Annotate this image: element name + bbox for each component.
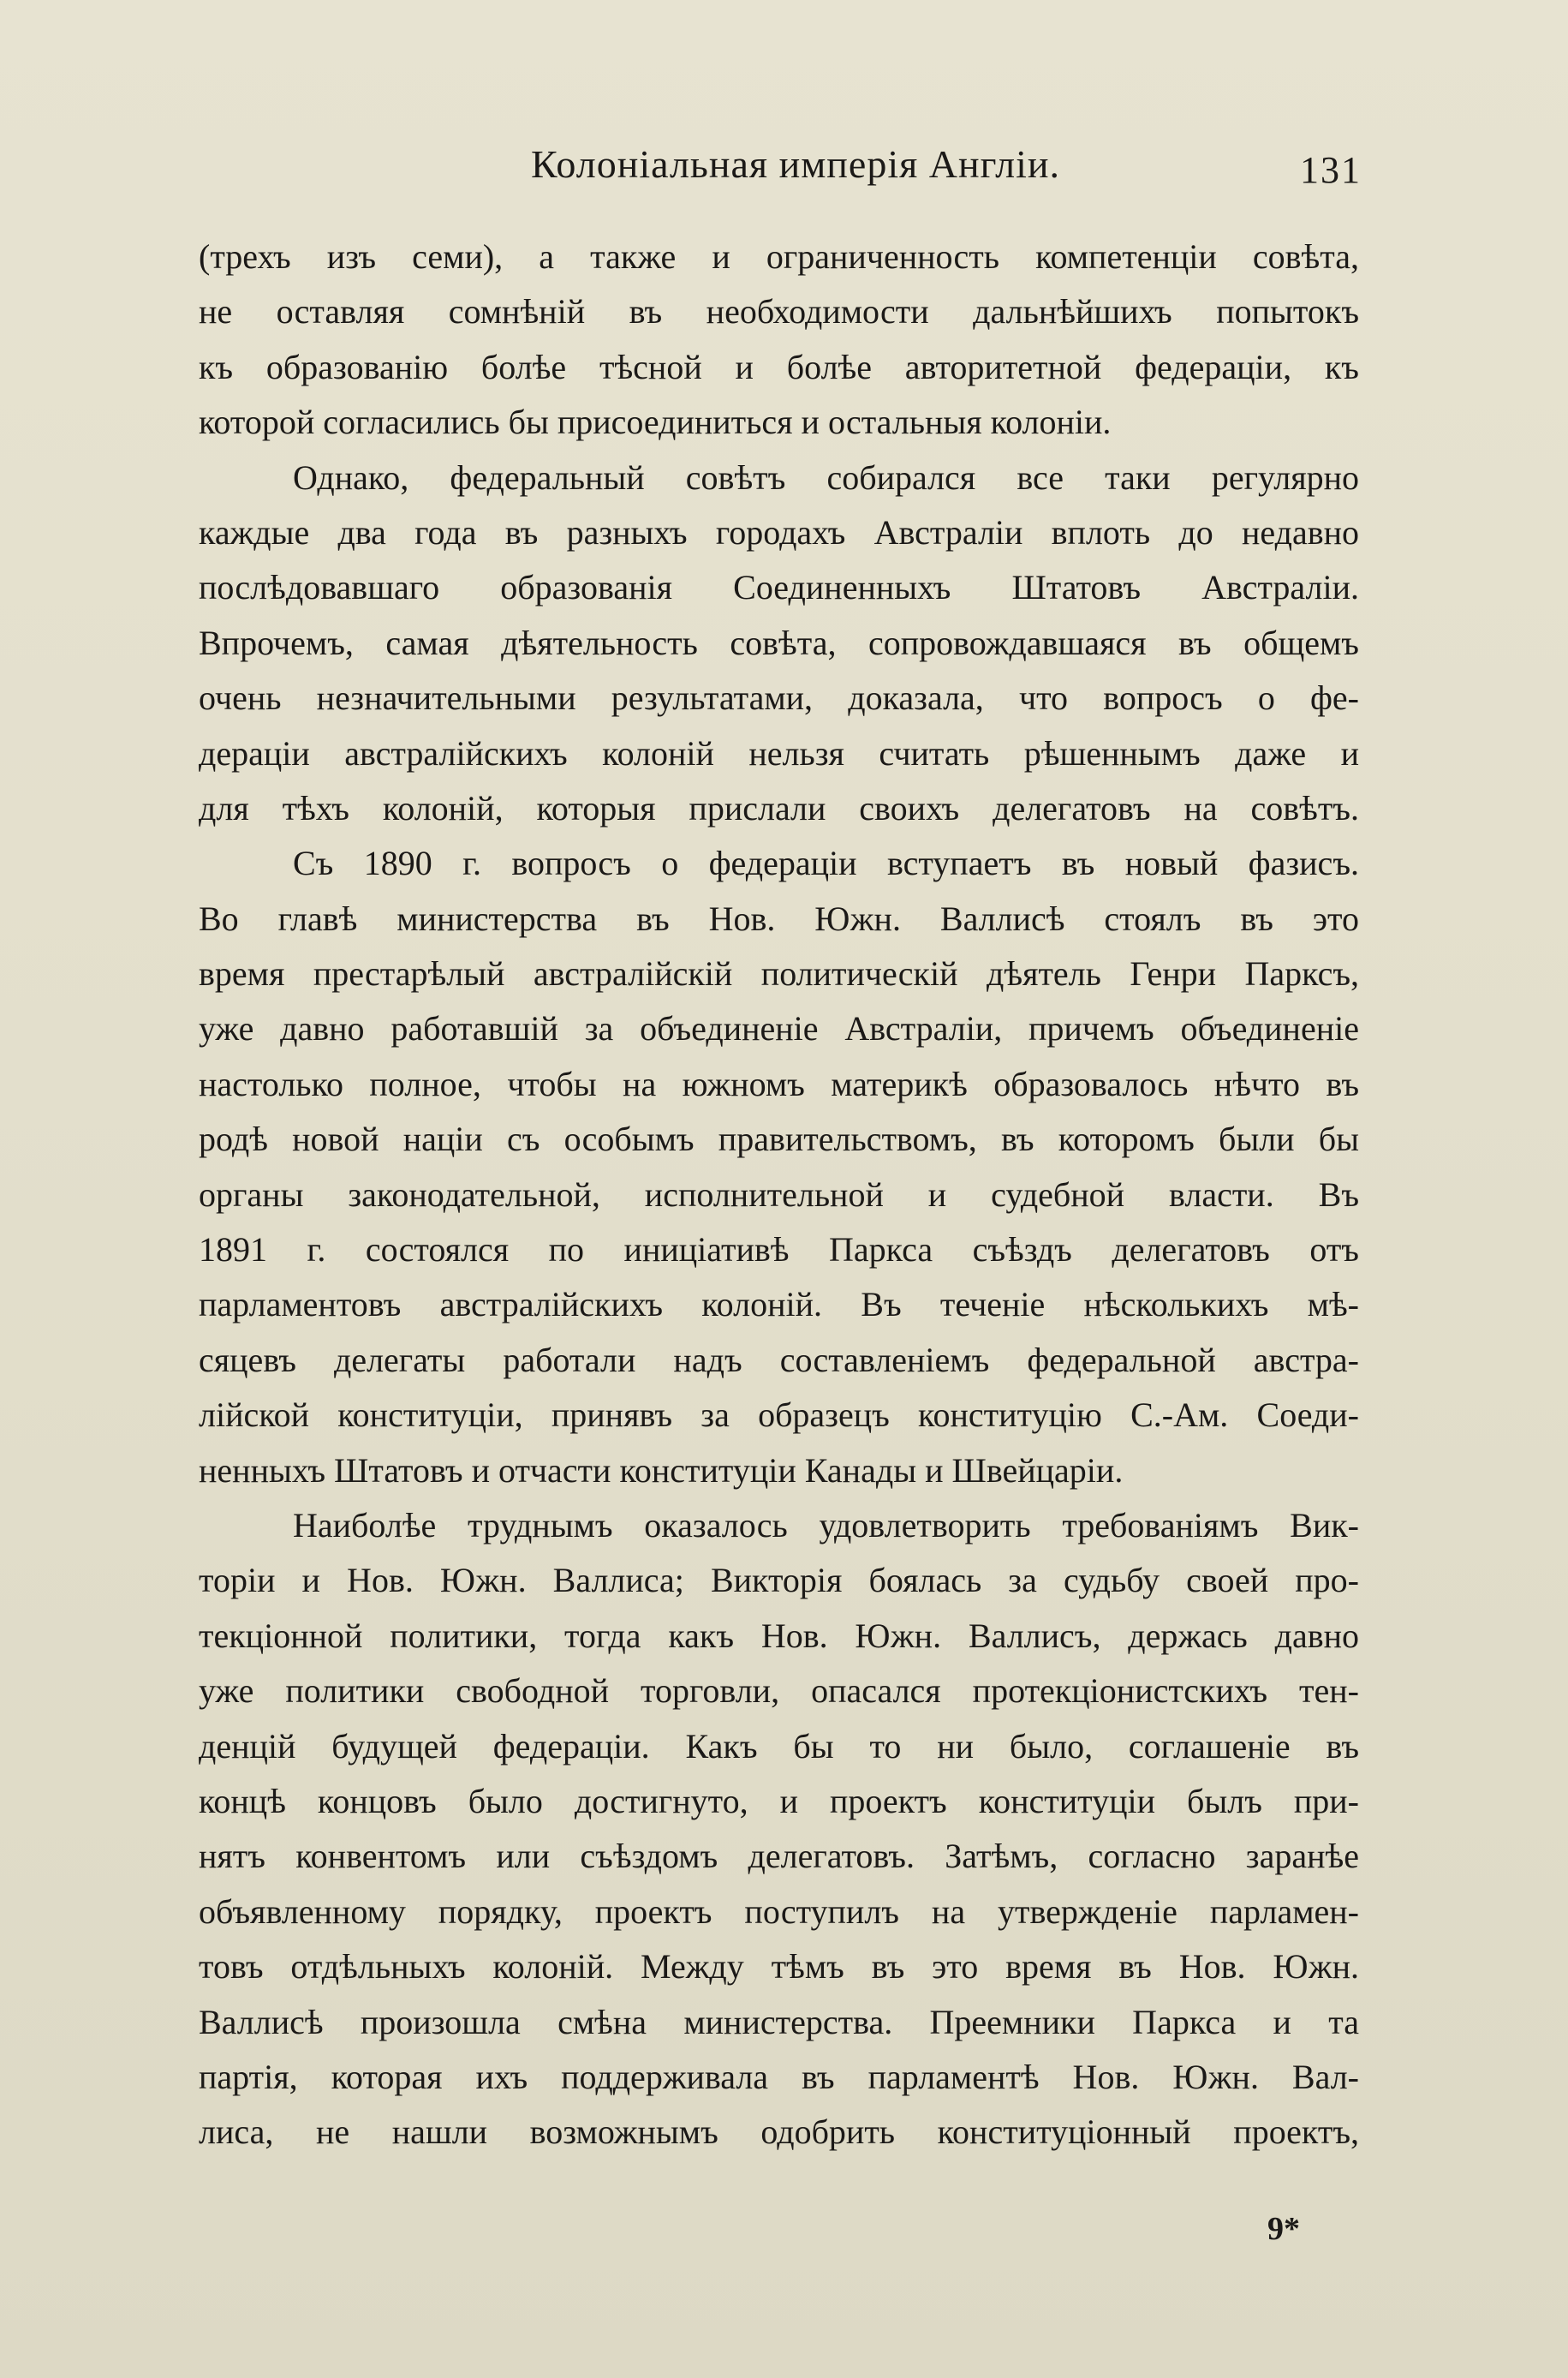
text-line: лиса, не нашли возможнымъ одобрить конституціонный проектъ, — [199, 2112, 1359, 2152]
text-line: 1891 г. состоялся по иниціативѣ Паркса съѣздъ делегатовъ отъ — [199, 1230, 1359, 1270]
running-title: Колоніальная имперія Англіи. — [531, 142, 1061, 186]
text-line: органы законодательной, исполнительной и судебной власти. Въ — [199, 1174, 1359, 1214]
text-line: которой согласились бы присоединиться и остальныя колоніи. — [199, 403, 1112, 442]
text-line: уже давно работавшій за объединеніе Австраліи, причемъ объединеніе — [199, 1009, 1359, 1049]
text-line: товъ отдѣльныхъ колоній. Между тѣмъ въ это время въ Нов. Южн. — [199, 1947, 1359, 1987]
text-line: Съ 1890 г. вопросъ о федераціи вступаетъ въ новый фазисъ. — [293, 844, 1359, 883]
text-line: Во главѣ министерства въ Нов. Южн. Валлисѣ стоялъ въ это — [199, 899, 1359, 938]
text-line: къ образованію болѣе тѣсной и болѣе авторитетной федераціи, къ — [199, 347, 1359, 386]
text-line: послѣдовавшаго образованія Соединенныхъ Штатовъ Австраліи. — [199, 568, 1359, 607]
text-line: (трехъ изъ семи), а также и ограниченность компетенціи совѣта, — [199, 237, 1359, 276]
text-line: парламентовъ австралійскихъ колоній. Въ теченіе нѣсколькихъ мѣ- — [199, 1285, 1359, 1324]
text-line: не оставляя сомнѣній въ необходимости дальнѣйшихъ попытокъ — [199, 292, 1359, 332]
signature-mark: 9* — [1267, 2211, 1300, 2247]
text-line: Однако, федеральный совѣтъ собирался все таки регулярно — [293, 457, 1359, 497]
text-line: Наиболѣе труднымъ оказалось удовлетворить требованіямъ Вик- — [293, 1505, 1359, 1545]
text-line: для тѣхъ колоній, которыя прислали своихъ делегатовъ на совѣтъ. — [199, 788, 1359, 828]
text-line: ненныхъ Штатовъ и отчасти конституціи Канады и Швейцаріи. — [199, 1450, 1124, 1490]
text-line: объявленному порядку, проектъ поступилъ на утвержденіе парламен- — [199, 1891, 1359, 1931]
body-text — [199, 230, 1359, 2160]
page-number: 131 — [1300, 149, 1362, 191]
text-line: Валлисѣ произошла смѣна министерства. Преемники Паркса и та — [199, 2002, 1359, 2041]
text-line: время престарѣлый австралійскій политическій дѣятель Генри Парксъ, — [199, 954, 1359, 994]
text-line: партія, которая ихъ поддерживала въ парламентѣ Нов. Южн. Вал- — [199, 2057, 1359, 2096]
text-line: нятъ конвентомъ или съѣздомъ делегатовъ. Затѣмъ, согласно заранѣе — [199, 1837, 1359, 1876]
text-line: торіи и Нов. Южн. Валлиса; Викторія боялась за судьбу своей про- — [199, 1561, 1359, 1600]
page-header — [197, 141, 1362, 210]
text-line: дераціи австралійскихъ колоній нельзя считать рѣшеннымъ даже и — [199, 733, 1359, 773]
text-line: денцій будущей федераціи. Какъ бы то ни было, соглашеніе въ — [199, 1726, 1359, 1766]
text-line: сяцевъ делегаты работали надъ составленіемъ федеральной австра- — [199, 1340, 1359, 1379]
text-line: уже политики свободной торговли, опасался протекціонистскихъ тен- — [199, 1671, 1359, 1711]
text-line: Впрочемъ, самая дѣятельность совѣта, сопровождавшаяся въ общемъ — [199, 623, 1359, 662]
text-line: текціонной политики, тогда какъ Нов. Южн. Валлисъ, держась давно — [199, 1616, 1359, 1655]
text-line: родѣ новой націи съ особымъ правительствомъ, въ которомъ были бы — [199, 1120, 1359, 1159]
text-line: настолько полное, чтобы на южномъ материкѣ образовалось нѣчто въ — [199, 1064, 1359, 1103]
text-line: каждые два года въ разныхъ городахъ Австраліи вплоть до недавно — [199, 512, 1359, 552]
text-line: лійской конституціи, принявъ за образецъ конституцію С.-Ам. Соеди- — [199, 1395, 1359, 1435]
text-line: очень незначительными результатами, доказала, что вопросъ о фе- — [199, 678, 1359, 718]
text-line: концѣ концовъ было достигнуто, и проектъ конституціи былъ при- — [199, 1781, 1359, 1820]
